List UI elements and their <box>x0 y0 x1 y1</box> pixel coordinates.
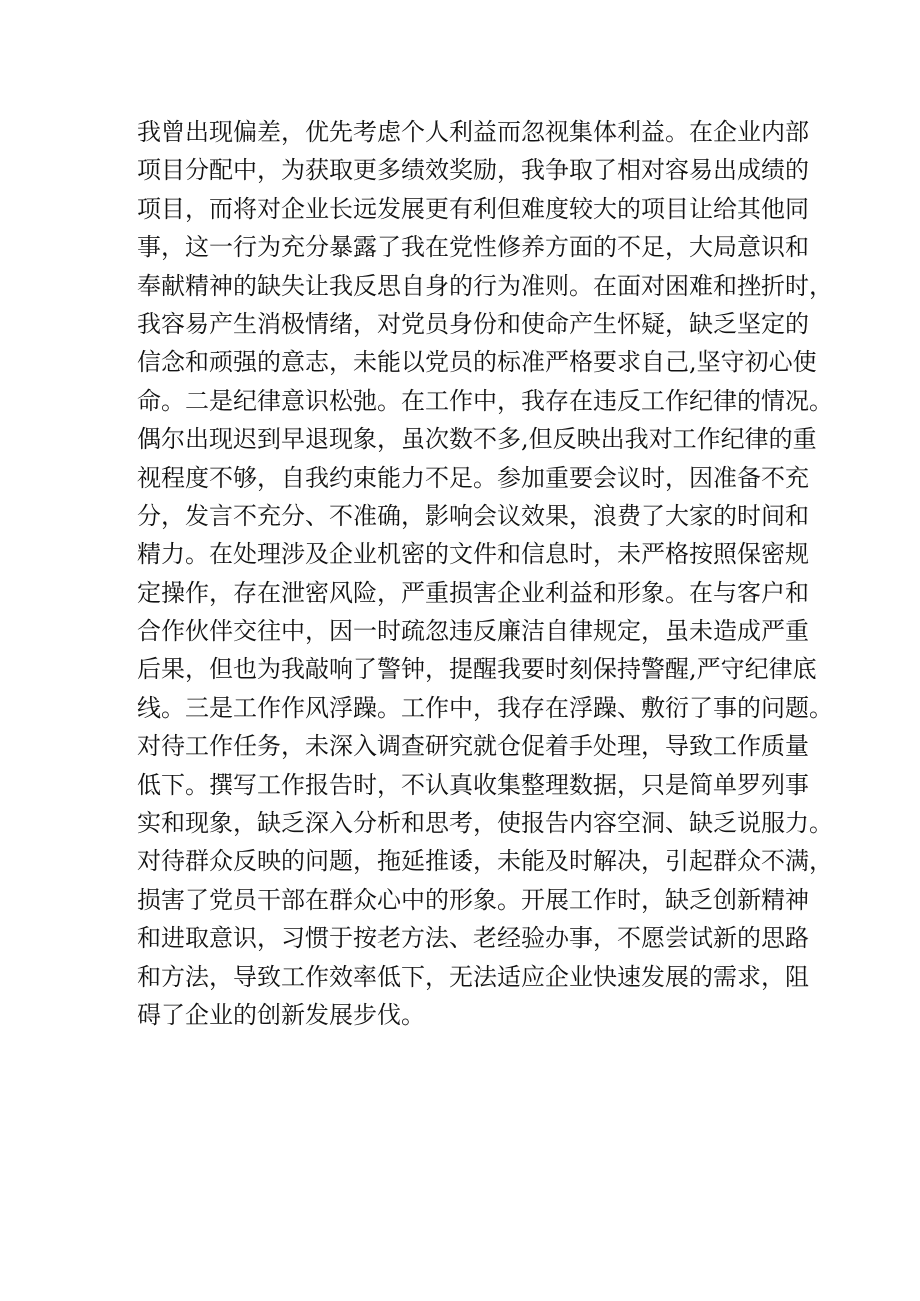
text-line: 对待工作任务，未深入调查研究就仓促着手处理，导致工作质量 <box>137 732 809 761</box>
text-line: 碍了企业的创新发展步伐。 <box>137 1000 425 1029</box>
text-line: 线。三是工作作风浮躁。工作中，我存在浮躁、敷衍了事的问题。 <box>137 693 833 722</box>
text-line: 后果，但也为我敲响了警钟，提醒我要时刻保持警醒,严守纪律底 <box>137 655 817 684</box>
text-line: 实和现象，缺乏深入分析和思考，使报告内容空洞、缺乏说服力。 <box>137 809 833 838</box>
text-line: 我曾出现偏差，优先考虑个人利益而忽视集体利益。在企业内部 <box>137 118 809 146</box>
text-line: 合作伙伴交往中，因一时疏忽违反廉洁自律规定，虽未造成严重 <box>137 617 809 646</box>
text-line: 事，这一行为充分暴露了我在党性修养方面的不足，大局意识和 <box>137 233 809 262</box>
text-line: 精力。在处理涉及企业机密的文件和信息时，未严格按照保密规 <box>137 540 809 569</box>
text-line: 定操作，存在泄密风险，严重损害企业利益和形象。在与客户和 <box>137 578 809 607</box>
text-line: 分，发言不充分、不准确，影响会议效果，浪费了大家的时间和 <box>137 501 809 530</box>
text-line: 我容易产生消极情绪，对党员身份和使命产生怀疑，缺乏坚定的 <box>137 309 809 338</box>
text-line: 低下。撰写工作报告时，不认真收集整理数据，只是简单罗列事 <box>137 770 809 799</box>
text-line: 项目分配中，为获取更多绩效奖励，我争取了相对容易出成绩的 <box>137 156 809 185</box>
text-line: 和方法，导致工作效率低下，无法适应企业快速发展的需求，阻 <box>137 962 809 991</box>
text-line: 损害了党员干部在群众心中的形象。开展工作时，缺乏创新精神 <box>137 885 809 914</box>
body-paragraph <box>137 113 833 1034</box>
text-line: 项目，而将对企业长远发展更有利但难度较大的项目让给其他同 <box>137 194 809 223</box>
text-line: 偶尔出现迟到早退现象，虽次数不多,但反映出我对工作纪律的重 <box>137 425 817 454</box>
text-line: 对待群众反映的问题，拖延推诿，未能及时解决，引起群众不满， <box>137 847 833 876</box>
text-line: 视程度不够，自我约束能力不足。参加重要会议时，因准备不充 <box>137 463 809 492</box>
text-line: 和进取意识，习惯于按老方法、老经验办事，不愿尝试新的思路 <box>137 924 809 953</box>
text-line: 奉献精神的缺失让我反思自身的行为准则。在面对困难和挫折时， <box>137 271 833 300</box>
text-line: 命。二是纪律意识松弛。在工作中，我存在违反工作纪律的情况。 <box>137 386 833 415</box>
text-line: 信念和顽强的意志，未能以党员的标准严格要求自己,坚守初心使 <box>137 348 817 377</box>
